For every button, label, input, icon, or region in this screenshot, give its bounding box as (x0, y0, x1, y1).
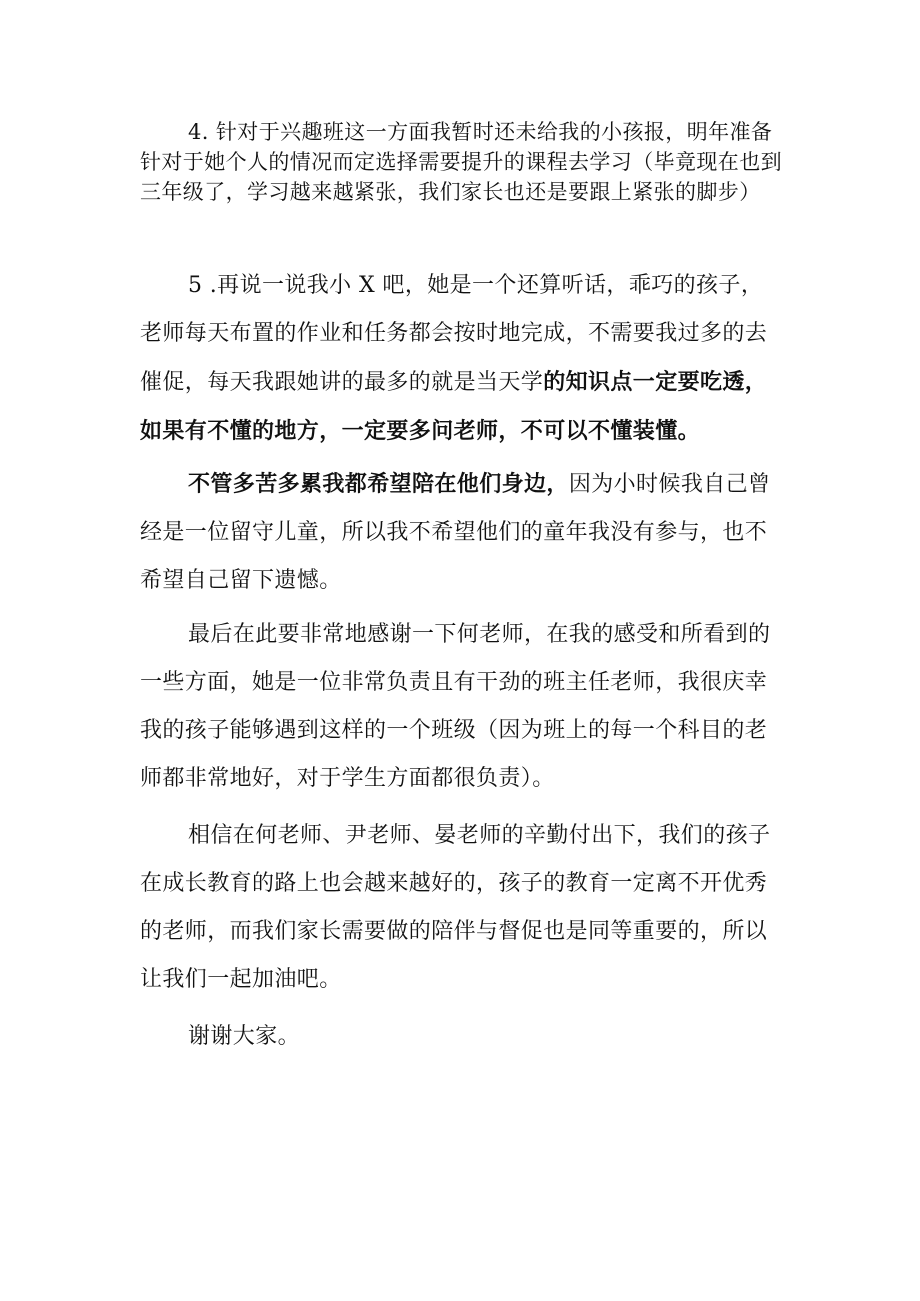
paragraph-belief: 相信在何老师、尹老师、晏老师的辛勤付出下，我们的孩子在成长教育的路上也会越来越好的，孩子的教育一定离不开优秀的老师，而我们家长需要做的陪伴与督促也是同等重要的，所以让我们一起加油吧。 (140, 823, 771, 992)
paragraph-about-child (140, 262, 784, 456)
paragraph-interest-classes: 4. 针对于兴趣班这一方面我暂时还未给我的小孩报，明年准备针对于她个人的情况而定选择需要提升的课程去学习（毕竟现在也到三年级了，学习越来越紧张，我们家长也还是要跟上紧张的脚步） (140, 120, 782, 204)
paragraph-accompany-text: 因为小时候我自己曾经是一位留守儿童，所以我不希望他们的童年我没有参与，也不希望自己留下遗憾。 (140, 472, 771, 593)
paragraph-about-child-text: 5 .再说一说我小 X 吧，她是一个还算听话，乖巧的孩子，老师每天布置的作业和任务都会按时地完成，不需要我过多的去催促，每天我跟她讲的最多的就是当天学 (140, 273, 768, 395)
paragraph-accompany-emphasis: 不管多苦多累我都希望陪在他们身边， (188, 471, 569, 497)
paragraph-thanks-teacher: 最后在此要非常地感谢一下何老师，在我的感受和所看到的一些方面，她是一位非常负责且有干劲的班主任老师，我很庆幸我的孩子能够遇到这样的一个班级（因为班上的每一个科目的老师都非常地好，对于学生方面都很负责）。 (140, 622, 771, 791)
paragraph-accompany (140, 460, 784, 605)
paragraph-about-child-emphasis: 的知识点一定要吃透，如果有不懂的地方，一定要多问老师，不可以不懂装懂。 (140, 369, 768, 444)
paragraph-closing: 谢谢大家。 (188, 1024, 301, 1049)
